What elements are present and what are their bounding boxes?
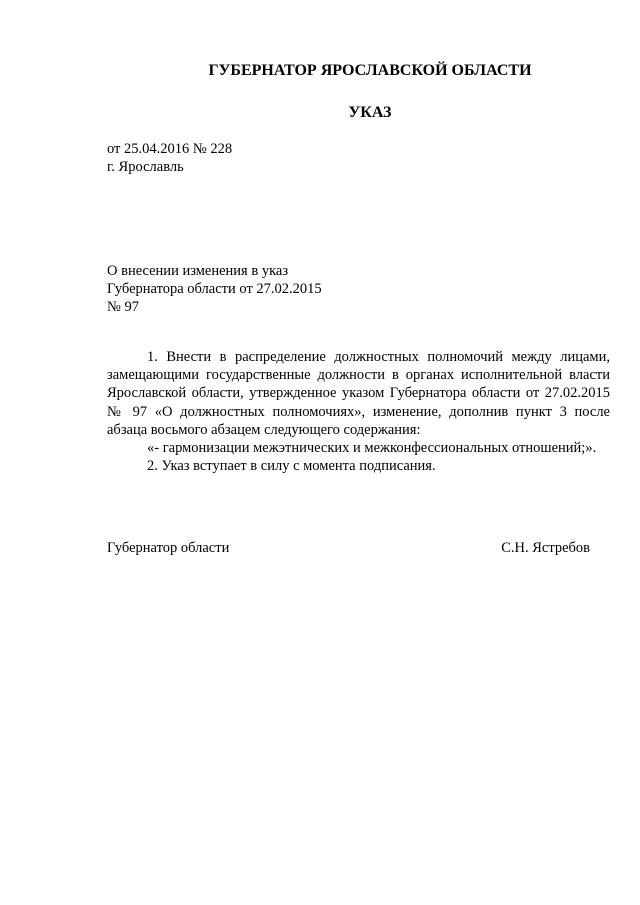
- document-type-title: УКАЗ: [348, 104, 392, 121]
- paragraph-1: 1. Внести в распределение должностных полномочий между лицами, замещающими государственные должности в органах исполнительной власти Ярославской области, утвержденное указом Губернатора области от 27.02.2015 № 97 «О должностных полномочиях», изменение, дополнив пункт 3 после абзаца восьмого абзацем следующего содержания:: [107, 349, 610, 438]
- issuing-authority-title: ГУБЕРНАТОР ЯРОСЛАВСКОЙ ОБЛАСТИ: [208, 62, 532, 79]
- document-city: г. Ярославль: [107, 159, 184, 175]
- signatory-position: Губернатор области: [107, 540, 230, 556]
- signature-block: [107, 540, 590, 557]
- subject-line: О внесении изменения в указ: [107, 263, 289, 279]
- document-subject: [107, 262, 367, 316]
- document-body: [107, 348, 610, 475]
- signatory-name: С.Н. Ястребов: [501, 540, 590, 556]
- quoted-addition: «- гармонизации межэтнических и межконфессиональных отношений;».: [147, 440, 597, 457]
- document-date-number: от 25.04.2016 № 228: [107, 141, 233, 157]
- subject-line: № 97: [107, 299, 139, 315]
- paragraph-2: 2. Указ вступает в силу с момента подписания.: [147, 458, 436, 475]
- subject-line: Губернатора области от 27.02.2015: [107, 281, 322, 297]
